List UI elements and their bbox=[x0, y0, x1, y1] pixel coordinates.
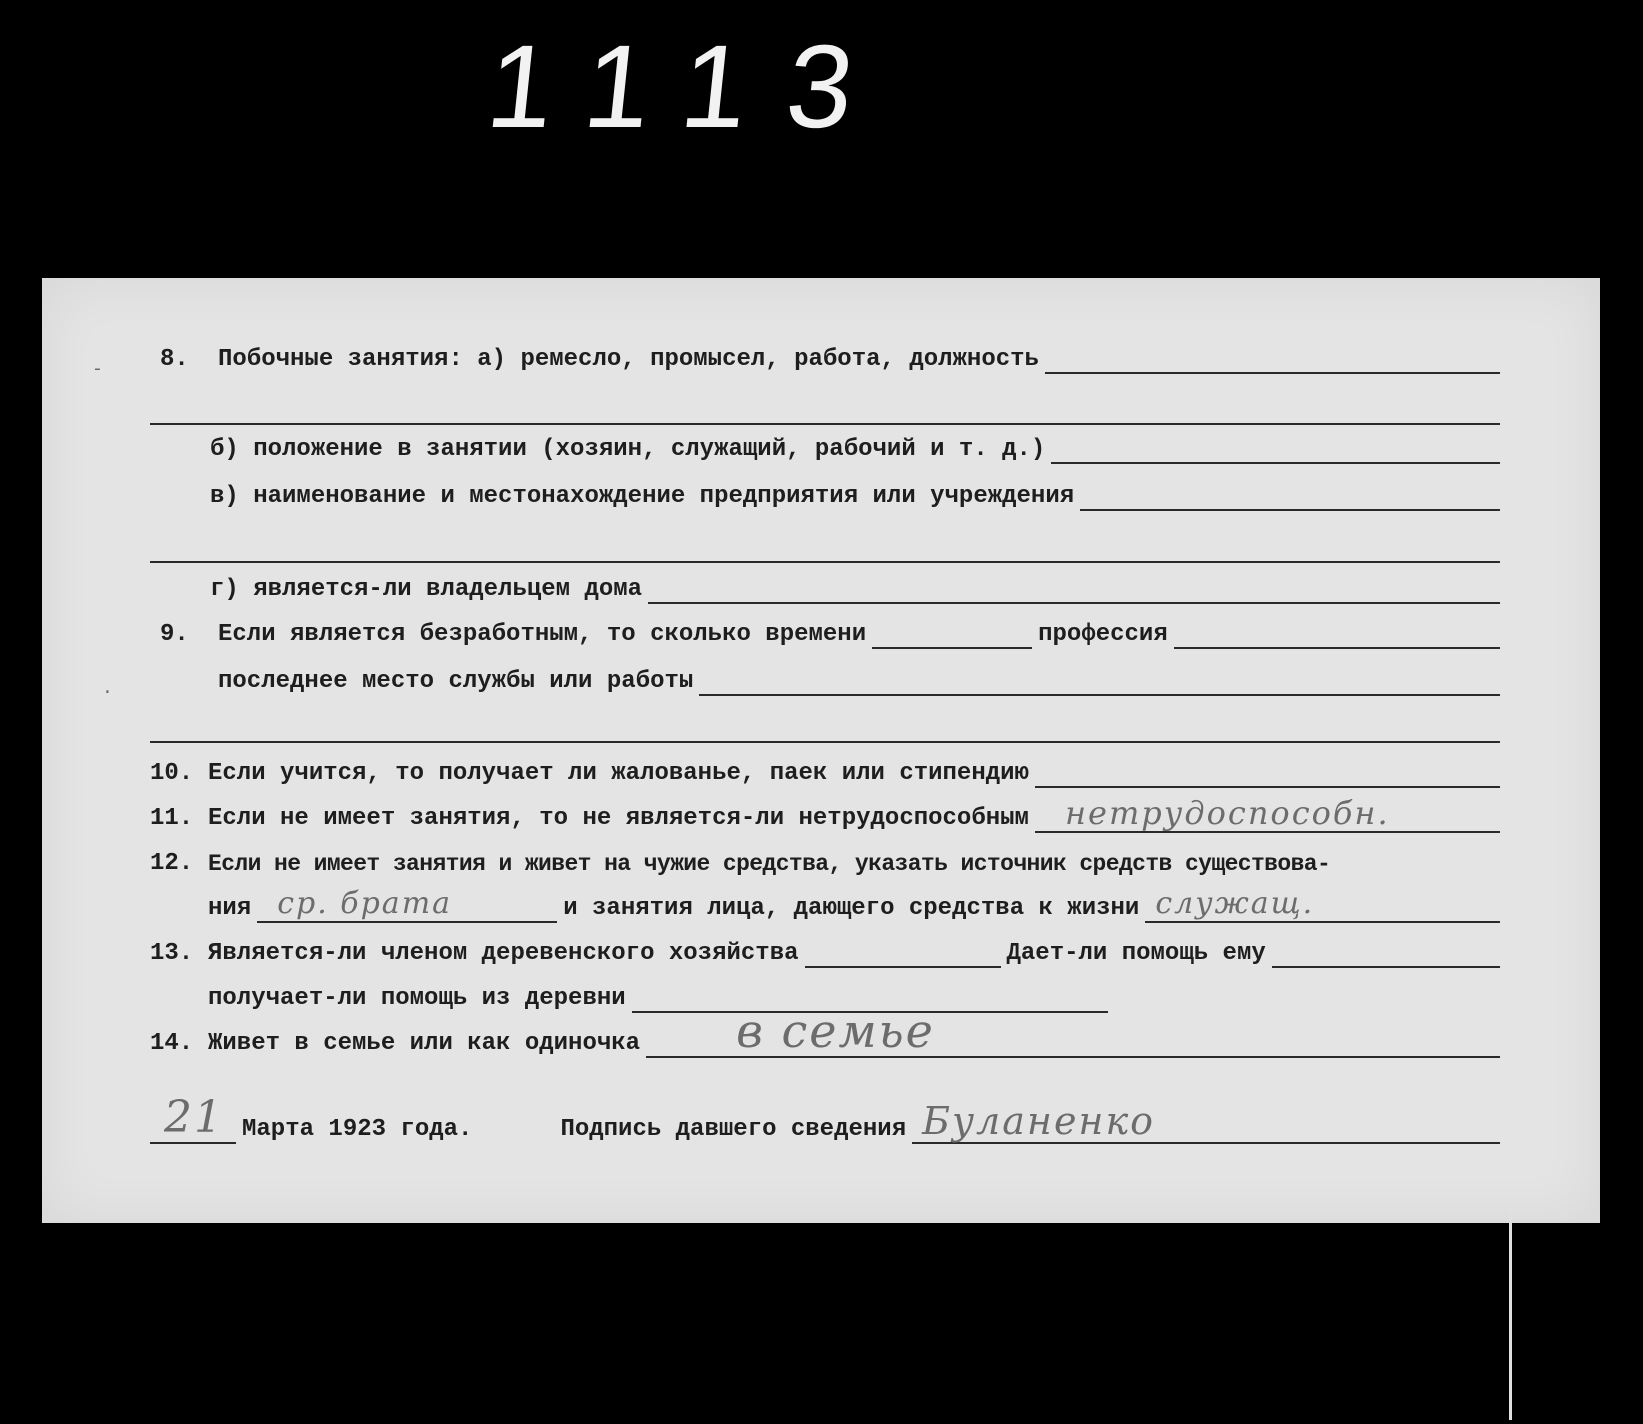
q8-label-v: в) наименование и местонахождение предприятия или учреждения bbox=[210, 483, 1075, 510]
q11-label: Если не имеет занятия, то не является-ли нетрудоспособным bbox=[208, 805, 1029, 832]
q8-answer-a-field[interactable] bbox=[1045, 352, 1500, 374]
q9-label: Если является безработным, то сколько времени bbox=[218, 621, 867, 648]
q8-answer-b-field[interactable] bbox=[1051, 442, 1500, 464]
margin-dash-mark: - bbox=[92, 360, 103, 380]
q9-profession-field[interactable] bbox=[1174, 627, 1500, 649]
q9-profession-label: профессия bbox=[1038, 621, 1168, 648]
signature-field[interactable] bbox=[912, 1099, 1500, 1144]
census-form-card bbox=[42, 278, 1600, 1223]
q9-last-place-continuation bbox=[150, 741, 1500, 743]
q8-label-g: г) является-ли владельцем дома bbox=[210, 576, 643, 603]
q8-number: 8. bbox=[160, 346, 189, 373]
q8-answer-g-field[interactable] bbox=[648, 582, 1500, 604]
q10-line bbox=[150, 760, 1500, 788]
q12-handwritten-source: ср. брата bbox=[277, 886, 453, 921]
q13-help-label: Дает-ли помощь ему bbox=[1006, 940, 1266, 967]
q14-answer-field[interactable] bbox=[646, 1004, 1500, 1058]
q13-line bbox=[150, 940, 1500, 968]
q8-label-a: Побочные занятия: а) ремесло, промысел, работа, должность bbox=[218, 346, 1039, 373]
q14-number: 14. bbox=[150, 1030, 194, 1057]
q9-line bbox=[160, 621, 1500, 649]
frame-number: 1113 bbox=[481, 21, 900, 153]
q9-number: 9. bbox=[160, 621, 189, 648]
q11-answer-field[interactable] bbox=[1035, 794, 1500, 833]
q9-last-place-field[interactable] bbox=[699, 674, 1500, 696]
footer-line bbox=[150, 1092, 1500, 1144]
q13-help-field[interactable] bbox=[1272, 946, 1500, 968]
q10-answer-field[interactable] bbox=[1035, 766, 1500, 788]
q10-number: 10. bbox=[150, 760, 194, 787]
q11-number: 11. bbox=[150, 805, 194, 832]
q8-answer-v-continuation bbox=[150, 561, 1500, 563]
date-day-handwritten: 21 bbox=[164, 1092, 224, 1143]
q12-label: Если не имеет занятия и живет на чужие средства, указать источник средств существова- bbox=[208, 851, 1331, 877]
q12-source-field[interactable] bbox=[257, 886, 557, 923]
q12-person-label: и занятия лица, дающего средства к жизни bbox=[563, 895, 1140, 922]
q9-line-last-place bbox=[218, 668, 1500, 696]
signature-label: Подпись давшего сведения bbox=[560, 1116, 907, 1143]
q14-label: Живет в семье или как одиночка bbox=[208, 1030, 641, 1057]
q8-answer-v-field[interactable] bbox=[1080, 489, 1500, 511]
q12-handwritten-person: служащ. bbox=[1155, 886, 1315, 921]
q9-last-place-label: последнее место службы или работы bbox=[218, 668, 694, 695]
date-text: Марта 1923 года. bbox=[242, 1116, 473, 1143]
q12-label-cont: ния bbox=[208, 895, 252, 922]
q13-member-field[interactable] bbox=[805, 946, 1001, 968]
q11-handwritten-answer: нетрудоспособн. bbox=[1064, 794, 1390, 832]
q13-line-cont bbox=[208, 985, 1108, 1013]
q10-label: Если учится, то получает ли жалованье, паек или стипендию bbox=[208, 760, 1029, 787]
q14-handwritten-answer: в семье bbox=[736, 1004, 935, 1058]
q14-line bbox=[150, 1004, 1500, 1058]
q13-label: Является-ли членом деревенского хозяйства bbox=[208, 940, 799, 967]
margin-pencil-mark: · bbox=[102, 683, 113, 703]
q9-duration-field[interactable] bbox=[872, 627, 1032, 649]
q13-label-cont: получает-ли помощь из деревни bbox=[208, 985, 626, 1012]
q8-line-g bbox=[210, 576, 1500, 604]
q12-line bbox=[150, 850, 1500, 878]
film-scratch-line bbox=[1509, 1205, 1512, 1420]
q8-answer-a-continuation bbox=[150, 423, 1500, 425]
date-day-field[interactable] bbox=[150, 1092, 236, 1144]
q8-line-v bbox=[210, 483, 1500, 511]
q12-number: 12. bbox=[150, 850, 194, 877]
q8-line-a bbox=[160, 346, 1500, 374]
q12-line-cont bbox=[208, 886, 1500, 923]
q13-number: 13. bbox=[150, 940, 194, 967]
q8-line-b bbox=[210, 436, 1500, 464]
q12-person-field[interactable] bbox=[1145, 886, 1500, 923]
q8-label-b: б) положение в занятии (хозяин, служащий, рабочий и т. д.) bbox=[210, 436, 1046, 463]
signature-handwritten: Буланенко bbox=[922, 1099, 1156, 1143]
q11-line bbox=[150, 794, 1500, 833]
